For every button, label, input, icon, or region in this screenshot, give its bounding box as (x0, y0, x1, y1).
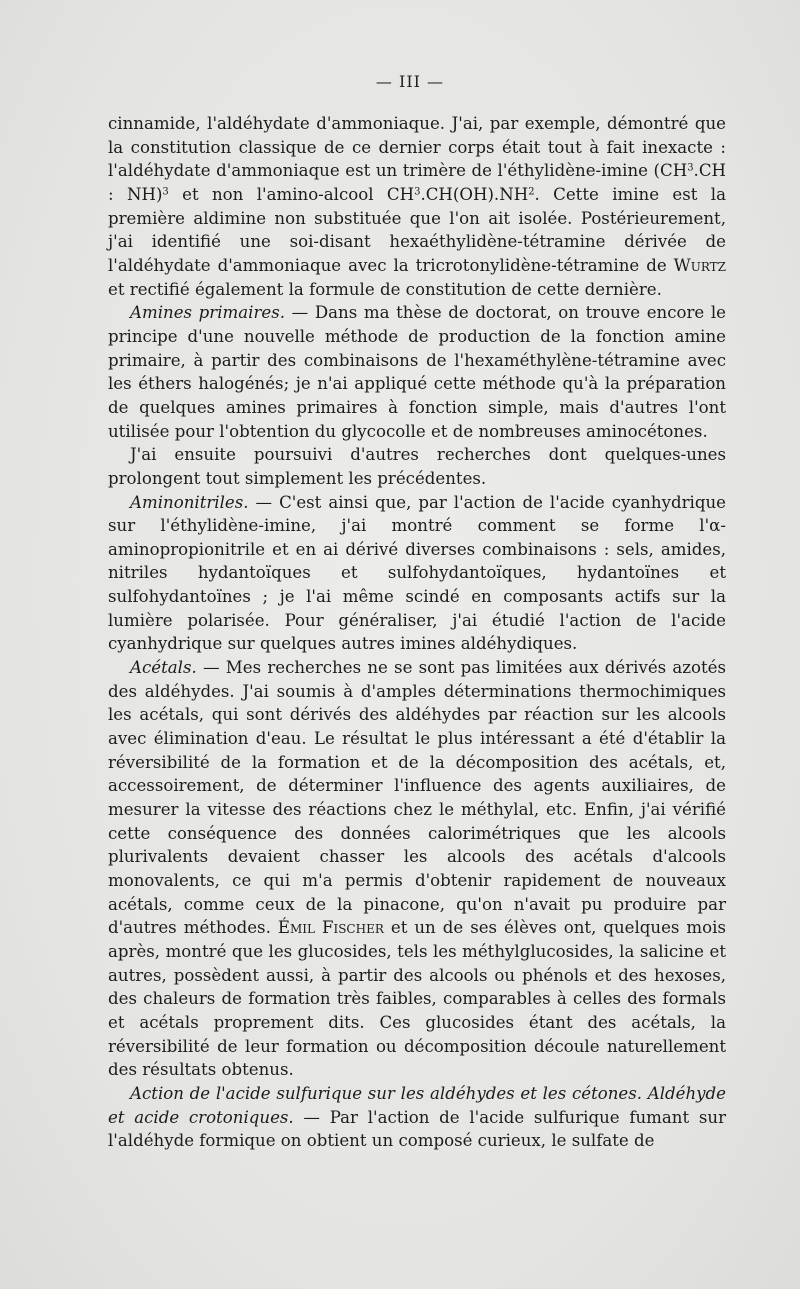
paragraph-aminonitriles: Aminonitriles. — C'est ainsi que, par l'action de l'acide cyanhydrique sur l'éthylidène-imine, j'ai montré comment se forme l'α-aminopropionitrile et en ai dérivé diverses combinaisons : sels, amides, nitriles hydantoïques et sulfohydantoïques, hydantoïnes et sulfohydantoïnes ; je l'ai même scindé en composants actifs sur la lumière polarisée. Pour généraliser, j'ai étudié l'action de l'acide cyanhydrique sur quelques autres imines aldéhydiques. (108, 492, 726, 654)
paragraph-acetals: Acétals. — Mes recherches ne se sont pas limitées aux dérivés azotés des aldéhydes. J'ai soumis à d'amples déterminations thermochimiques les acétals, qui sont dérivés des aldéhydes par réaction sur les alcools avec élimination d'eau. Le résultat le plus intéressant a été d'établir la réversibilité de la formation et de la décomposition des acétals, et, accessoirement, de déterminer l'influence des agents auxiliaires, de mesurer la vitesse des réactions chez le méthylal, etc. Enfin, j'ai vérifié cette conséquence des données calorimétriques que les alcools plurivalents devaient chasser les alcools des acétals d'alcools monovalents, ce qui m'a permis d'obtenir rapidement de nouveaux acétals, comme ceux de la pinacone, qu'on n'avait pu produire par d'autres méthodes. Émil Fischer et un de ses élèves ont, quelques mois après, montré que les glucosides, tels les méthylglucosides, la salicine et autres, possèdent aussi, à partir des alcools ou phénols et des hexoses, des chaleurs de formation très faibles, comparables à celles des formals et acétals proprement dits. Ces glucosides étant des acétals, la réversibilité de leur formation ou décomposition découle naturellement des résultats obtenus. (108, 658, 726, 1080)
paragraph-acide-sulfurique: Action de l'acide sulfurique sur les aldéhydes et les cétones. Aldéhyde et acide crotoniques. — Par l'action de l'acide sulfurique fumant sur l'aldéhyde formique on obtient un composé curieux, le sulfate de (108, 1083, 726, 1151)
section-heading: Action de l'acide sulfurique sur les aldéhydes et les cétones. Aldéhyde et acide crotoniques. (108, 1083, 726, 1127)
section-heading: Aminonitriles. (130, 492, 249, 512)
section-heading: Acétals. (130, 658, 197, 678)
paragraph-aldehydate: cinnamide, l'aldéhydate d'ammoniaque. J'ai, par exemple, démontré que la constitution classique de ce dernier corps était tout à fait inexacte : l'aldéhydate d'ammoniaque est un trimère de l'éthylidène-imine ($CH^3.CH$ : NH)$^3$ et non l'amino-alcool $CH^3.CH(OH).NH^2$. Cette imine est la première aldimine non substituée que l'on ait isolée. Postérieurement, j'ai identifié une soi-disant hexaéthylidène-tétramine dérivée de l'aldéhydate d'ammoniaque avec la tricrotonylidène-tétramine de Wurtz et rectifié également la formule de constitution de cette dernière. (108, 114, 726, 299)
paragraph-amines-primaires: Amines primaires. — Dans ma thèse de doctorat, on trouve encore le principe d'une nouvelle méthode de production de la fonction amine primaire, à partir des combinaisons de l'hexaméthylène-tétramine avec les éthers halogénés; je n'ai appliqué cette méthode qu'à la préparation de quelques amines primaires à fonction simple, mais d'autres l'ont utilisée pour l'obtention du glycocolle et de nombreuses aminocétones. (108, 303, 726, 441)
author-name-wurtz: Wurtz (673, 255, 726, 275)
section-heading: Amines primaires. (130, 303, 286, 323)
paragraph-recherches: J'ai ensuite poursuivi d'autres recherches dont quelques-unes prolongent tout simplement les précédentes. (108, 445, 726, 488)
page-number: — III — (375, 72, 445, 91)
body-text (108, 112, 726, 1153)
author-name-fischer: Émil Fischer (277, 918, 384, 938)
